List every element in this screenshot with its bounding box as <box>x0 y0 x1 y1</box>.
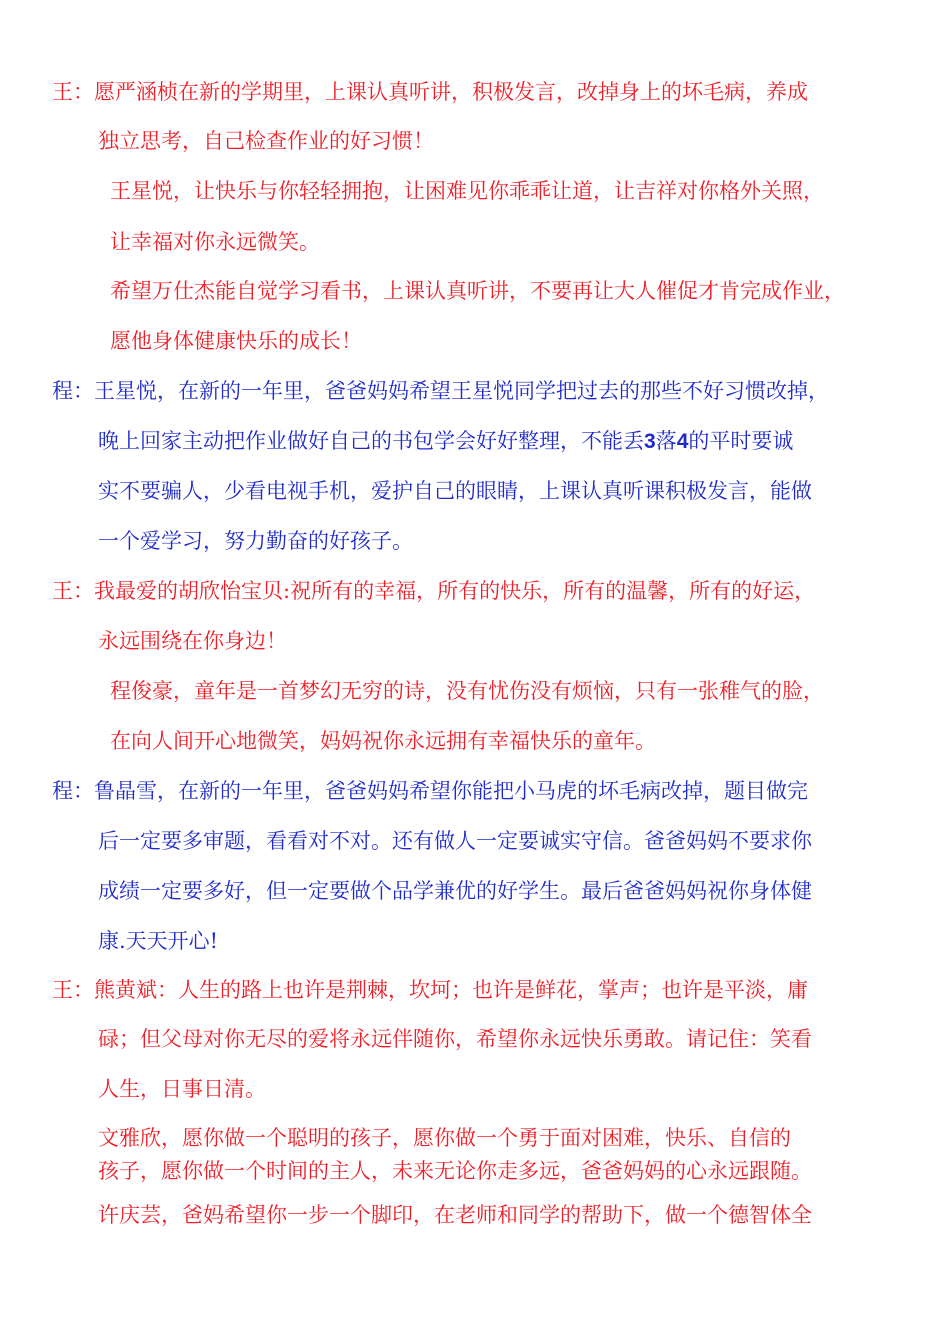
text-segment: 的平时要诚 <box>688 429 794 453</box>
text-line: 让幸福对你永远微笑。 <box>110 230 320 254</box>
text-line: 一个爱学习，努力勤奋的好孩子。 <box>98 529 413 553</box>
text-line: 康.天天开心! <box>98 929 219 953</box>
text-segment: 落 <box>655 429 677 453</box>
text-line: 希望万仕杰能自觉学习看书，上课认真听讲，不要再让大人催促才肯完成作业， <box>110 279 845 303</box>
text-segment: 晚上回家主动把作业做好自己的书包学会好好整理，不能丢 <box>98 429 644 453</box>
text-line: 成绩一定要多好，但一定要做个品学兼优的好学生。最后爸爸妈妈祝你身体健 <box>98 879 812 903</box>
text-line: 后一定要多审题，看看对不对。还有做人一定要诚实守信。爸爸妈妈不要求你 <box>98 829 812 853</box>
text-line: 王：我最爱的胡欣怡宝贝:祝所有的幸福，所有的快乐，所有的温馨，所有的好运， <box>52 579 816 603</box>
text-line: 王：愿严涵桢在新的学期里，上课认真听讲，积极发言，改掉身上的坏毛病，养成 <box>52 80 808 104</box>
text-line: 孩子，愿你做一个时间的主人，未来无论你走多远，爸爸妈妈的心永远跟随。 <box>98 1159 812 1183</box>
text-line: 文雅欣，愿你做一个聪明的孩子，愿你做一个勇于面对困难，快乐、自信的 <box>98 1126 791 1150</box>
text-line: 王星悦，让快乐与你轻轻拥抱，让困难见你乖乖让道，让吉祥对你格外关照， <box>110 179 824 203</box>
number-four: 4 <box>676 430 689 453</box>
text-line: 王：熊黄斌：人生的路上也许是荆棘，坎坷；也许是鲜花，掌声；也许是平淡，庸 <box>52 978 808 1002</box>
text-line: 程俊豪，童年是一首梦幻无穷的诗，没有忧伤没有烦恼，只有一张稚气的脸， <box>110 679 824 703</box>
text-line: 程：鲁晶雪，在新的一年里，爸爸妈妈希望你能把小马虎的坏毛病改掉，题目做完 <box>52 779 808 803</box>
text-line <box>98 427 793 456</box>
text-line: 独立思考，自己检查作业的好习惯！ <box>98 129 434 153</box>
text-line: 实不要骗人，少看电视手机，爱护自己的眼睛，上课认真听课积极发言，能做 <box>98 479 812 503</box>
text-line: 碌；但父母对你无尽的爱将永远伴随你，希望你永远快乐勇敢。请记住：笑看 <box>98 1027 812 1051</box>
text-line: 永远围绕在你身边！ <box>98 629 287 653</box>
number-three: 3 <box>644 430 656 453</box>
text-line: 愿他身体健康快乐的成长！ <box>110 329 362 353</box>
text-line: 在向人间开心地微笑，妈妈祝你永远拥有幸福快乐的童年。 <box>110 729 656 753</box>
text-line: 人生，日事日清。 <box>98 1077 266 1101</box>
text-line: 程：王星悦，在新的一年里，爸爸妈妈希望王星悦同学把过去的那些不好习惯改掉， <box>52 379 829 403</box>
text-line: 许庆芸，爸妈希望你一步一个脚印，在老师和同学的帮助下，做一个德智体全 <box>98 1203 812 1227</box>
